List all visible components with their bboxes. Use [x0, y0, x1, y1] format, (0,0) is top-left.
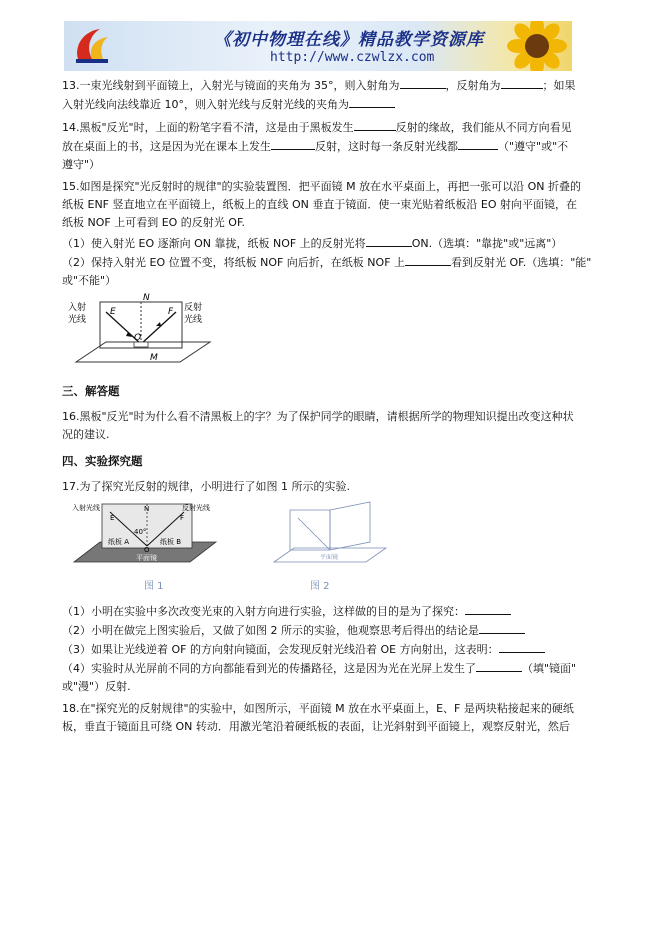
fig2-incident-ray — [298, 518, 330, 550]
reflected-label-1: 反射 — [184, 303, 203, 313]
figure-1-caption: 图 1 — [144, 581, 164, 592]
answer-blank — [476, 659, 522, 672]
figure-1 — [70, 500, 220, 572]
fig1-label-N: N — [144, 505, 150, 513]
answer-blank — [366, 234, 412, 247]
question-18: 18.在"探究光的反射规律"的实验中，如图所示，平面镜 M 放在水平桌面上，E、F 是两块粘接起来的硬纸 — [62, 702, 574, 715]
banner-title: 《初中物理在线》精品教学资源库 — [214, 30, 484, 50]
document-body: 13.一束光线射到平面镜上，入射光与镜面的夹角为 35°，则入射角为 ，反射角为 ；如果 入射光线向法线靠近 10°，则入射光线与反射光线的夹角为 14.黑板"反光"时，上面的粉笔字看不清，这是由于黑板发生 反射的缘故，我们能从不同方向看见 放在桌面上的书，这是因为光在课本上发生 反射，这时每一条反射光线都 （"遵守"或"不 遵守"） 15.如图是探究"光反射时的规律"的实验装置图．把平面镜 M 放在水平桌面上，再把一张可以沿 ON 折叠的 纸板 ENF 竖直地立在平面镜上，纸板上的直线 ON 垂直于镜面．使一束光贴着纸板沿 EO 射向平面镜，在 纸板 NOF 上可看到 EO 的反射光 OF. （1）使入射光 EO 逐渐向 ON 靠拢，纸板 NOF 上的反射光将 ON.（选填："靠拢"或"远离"） （2）保持入射光 EO 位置不变，将纸板 NOF 向后折，在纸板 NOF 上 看到反射光 OF.（选填："能" 或"不能"） N E F O M 入射 光线 反射 光线 三、解答题 16.黑板"反光"时为什么看不清黑板上的字？为了保护同学的眼睛，请根据所学的物理知识提出改变这种状 况的建议. 四、实验探究题 17.为了探究光反射的规律，小明进行了如图 1 所示的实验. 入射光线 反射光线 N E F O 40° 纸板 A 纸板 B 平面镜 平面镜 图 1 图 2 （1）小明在实验中多次改变光束的入射方向进行实验，这样做的目的是为了探究： （2）小明在做完上图实验后，又做了如图 2 所示的实验，他观察思考后得出的结论是 （3）如果让光线逆着 OF 的方向射向镜面，会发现反射光线沿着 OE 方向射出，这表明： （4）实验时从光屏前不同的方向都能看到光的传播路径，这是因为光在光屏上发生了 （填"镜面" 或"漫"）反射. 18.在"探究光的反射规律"的实验中，如图所示，平面镜 M 放在水平桌面上，E、F 是两块粘接起来的硬纸 板，垂直于镜面且可绕 ON 转动．用激光笔沿着硬纸板的表面，让光斜射到平面镜上，观察反射光，然后 — [62, 76, 602, 736]
fig1-board-A: 纸板 A — [108, 538, 130, 546]
figure-2 — [270, 500, 390, 572]
section-heading-4: 四、实验探究题 — [62, 454, 143, 468]
question-17: 17.为了探究光反射的规律，小明进行了如图 1 所示的实验. — [62, 480, 350, 493]
label-E: E — [110, 307, 116, 317]
fig1-angle: 40° — [134, 528, 147, 536]
answer-blank — [349, 95, 395, 108]
question-16: 16.黑板"反光"时为什么看不清黑板上的字？为了保护同学的眼睛，请根据所学的物理知识提出改变这种状 — [62, 410, 574, 423]
incident-label-2: 光线 — [68, 315, 87, 325]
answer-blank — [405, 253, 451, 266]
question-13: 13.一束光线射到平面镜上，入射光与镜面的夹角为 35°，则入射角为 ，反射角为 ；如果 — [62, 76, 602, 95]
fig2-board-right — [330, 502, 370, 550]
answer-blank — [354, 118, 396, 131]
sunflower-icon — [506, 21, 568, 71]
fig1-mirror-label: 平面镜 — [136, 554, 157, 562]
label-O: O — [134, 333, 142, 343]
q17-figures — [62, 500, 602, 596]
logo-icon — [70, 25, 114, 67]
answer-blank — [271, 137, 315, 150]
label-N: N — [143, 293, 150, 303]
fig1-board-B: 纸板 B — [160, 538, 182, 546]
banner-url: http://www.czwlzx.com — [270, 50, 435, 65]
answer-blank — [479, 621, 525, 634]
fig1-incident-label: 入射光线 — [72, 504, 100, 512]
label-M: M — [150, 353, 158, 363]
question-14: 14.黑板"反光"时，上面的粉笔字看不清，这是由于黑板发生 反射的缘故，我们能从不同方向看见 — [62, 118, 602, 137]
question-15: 15.如图是探究"光反射时的规律"的实验装置图．把平面镜 M 放在水平桌面上，再把一张可以沿 ON 折叠的 — [62, 180, 581, 193]
answer-blank — [465, 602, 511, 615]
fig1-label-E: E — [110, 514, 115, 522]
reflection-apparatus-figure — [66, 292, 216, 376]
fig1-label-O: O — [144, 546, 150, 554]
figure-2-caption: 图 2 — [310, 581, 330, 592]
answer-blank — [499, 640, 545, 653]
answer-blank — [501, 76, 543, 89]
fig2-mirror-label: 平面镜 — [320, 554, 339, 561]
answer-blank — [458, 137, 498, 150]
incident-label-1: 入射 — [68, 303, 87, 313]
fig1-label-F: F — [180, 514, 185, 522]
section-heading-3: 三、解答题 — [62, 384, 120, 398]
fig1-reflected-label: 反射光线 — [182, 504, 210, 512]
header-banner — [64, 21, 572, 71]
reflected-arrow — [156, 322, 161, 326]
label-F: F — [168, 307, 174, 317]
answer-blank — [400, 76, 446, 89]
reflected-label-2: 光线 — [184, 315, 203, 325]
